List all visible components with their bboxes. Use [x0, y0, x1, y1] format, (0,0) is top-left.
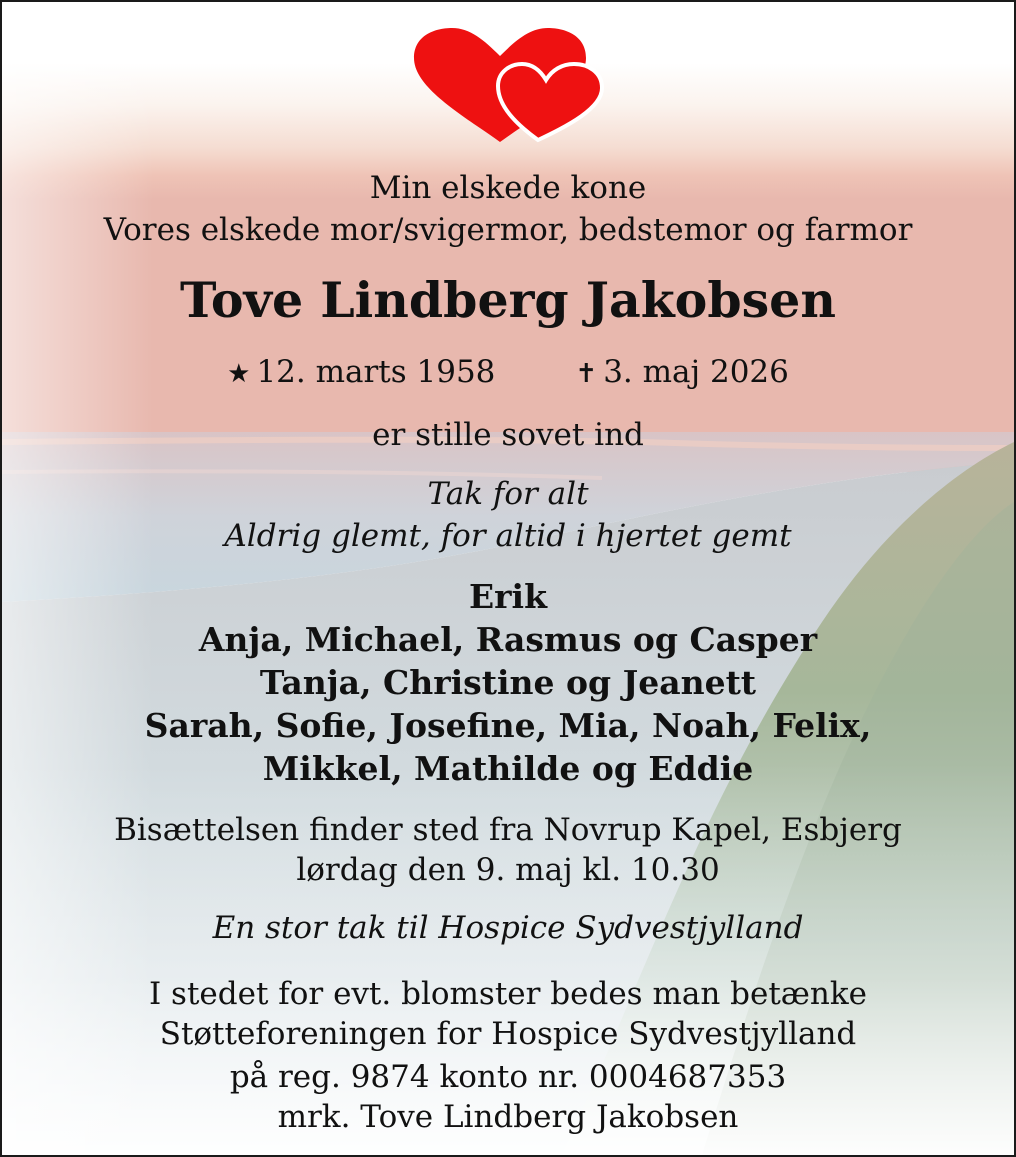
verse-line-2: Aldrig glemt, for altid i hjertet gemt — [224, 518, 792, 554]
birth-date — [227, 352, 495, 394]
donation-line-1: I stedet for evt. blomster bedes man betænke — [148, 976, 868, 1012]
family-line-1: Erik — [469, 577, 547, 616]
donation-line-3: på reg. 9874 konto nr. 0004687353 — [229, 1059, 787, 1095]
dates — [2, 352, 1014, 394]
verse-line-1: Tak for alt — [427, 476, 589, 512]
star-icon: ★ — [227, 359, 251, 389]
death-date — [575, 352, 788, 394]
thanks-line: En stor tak til Hospice Sydvestjylland — [212, 910, 804, 946]
donation-line-2: Støtteforeningen for Hospice Sydvestjylland — [159, 1016, 857, 1052]
cross-icon: ✝ — [575, 359, 598, 389]
deceased-name: Tove Lindberg Jakobsen — [180, 271, 836, 329]
family-line-3: Tanja, Christine og Jeanett — [259, 663, 757, 702]
intro-line-1: Min elskede kone — [369, 170, 647, 206]
family-line-4: Sarah, Sofie, Josefine, Mia, Noah, Felix, — [144, 706, 872, 745]
donation-line-4: mrk. Tove Lindberg Jakobsen — [277, 1099, 739, 1135]
intro-line-2: Vores elskede mor/svigermor, bedstemor og farmor — [103, 212, 913, 248]
family-line-5: Mikkel, Mathilde og Eddie — [262, 749, 754, 788]
birth-date-text: 12. marts 1958 — [256, 354, 496, 390]
funeral-line-2: lørdag den 9. maj kl. 10.30 — [296, 852, 720, 888]
family-line-2: Anja, Michael, Rasmus og Casper — [198, 620, 818, 659]
phrase: er stille sovet ind — [372, 417, 644, 453]
death-date-text: 3. maj 2026 — [603, 354, 789, 390]
funeral-line-1: Bisættelsen finder sted fra Novrup Kapel, Esbjerg — [114, 812, 902, 848]
